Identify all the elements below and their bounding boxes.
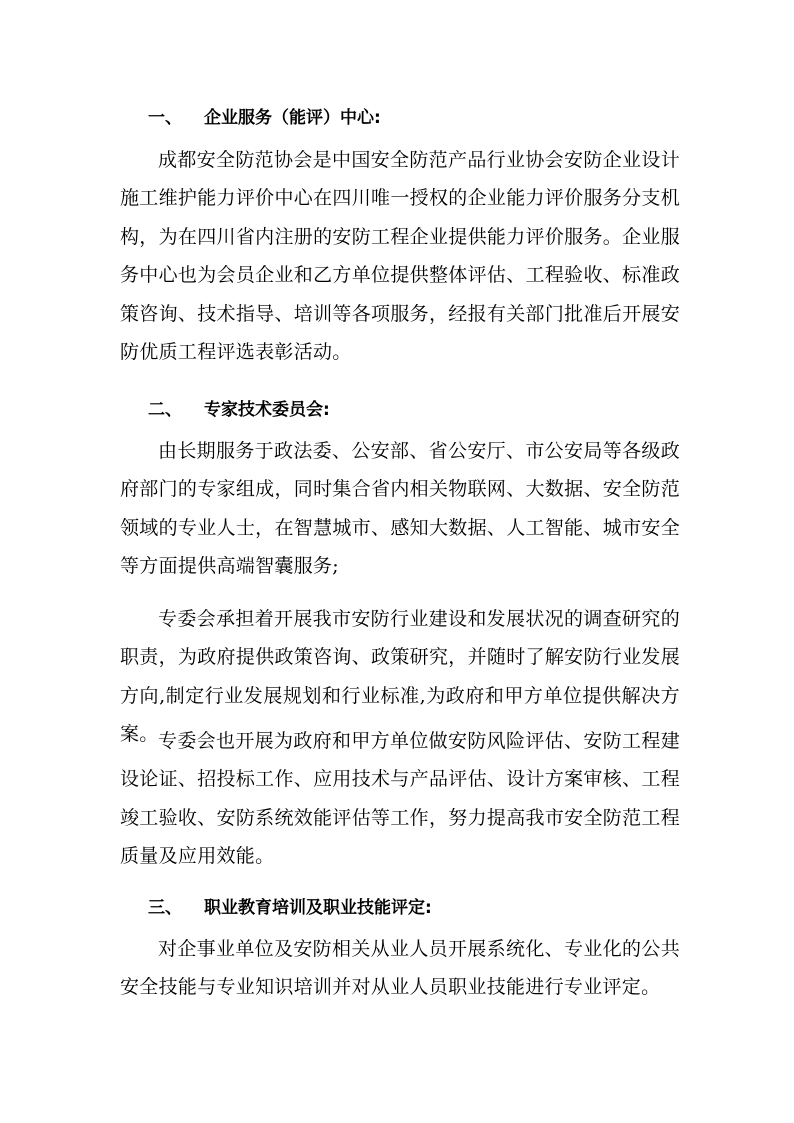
section-heading-2 [148, 398, 330, 422]
section-title: 职业教育培训及职业技能评定: [204, 898, 432, 918]
paragraph: 对企事业单位及安防相关从业人员开展系统化、专业化的公共安全技能与专业知识培训并对从业人员职业技能进行专业评定。 [120, 938, 680, 999]
section-number: 二、 [148, 400, 182, 420]
paragraph: 专委会也开展为政府和甲方单位做安防风险评估、安防工程建设论证、招投标工作、应用技术与产品评估、设计方案审核、工程竣工验收、安防系统效能评估等工作，努力提高我市安全防范工程质量及应用效能。 [120, 730, 680, 868]
section-heading-3 [148, 896, 432, 920]
section-heading-1 [148, 106, 381, 130]
paragraph: 专委会承担着开展我市安防行业建设和发展状况的调查研究的职责，为政府提供政策咨询、政策研究，并随时了解安防行业发展方向,制定行业发展规划和行业标准,为政府和甲方单位提供解决方案。 [120, 608, 680, 746]
paragraph: 成都安全防范协会是中国安全防范产品行业协会安防企业设计施工维护能力评价中心在四川唯一授权的企业能力评价服务分支机构，为在四川省内注册的安防工程企业提供能力评价服务。企业服务中心也为会员企业和乙方单位提供整体评估、工程验收、标准政策咨询、技术指导、培训等各项服务，经报有关部门批准后开展安防优质工程评选表彰活动。 [120, 149, 680, 364]
paragraph: 由长期服务于政法委、公安部、省公安厅、市公安局等各级政府部门的专家组成，同时集合省内相关物联网、大数据、安全防范领域的专业人士，在智慧城市、感知大数据、人工智能、城市安全等方面提供高端智囊服务; [120, 440, 680, 578]
section-number: 三、 [148, 898, 182, 918]
section-title: 专家技术委员会: [204, 400, 330, 420]
section-title: 企业服务（能评）中心: [204, 108, 381, 128]
section-number: 一、 [148, 108, 182, 128]
